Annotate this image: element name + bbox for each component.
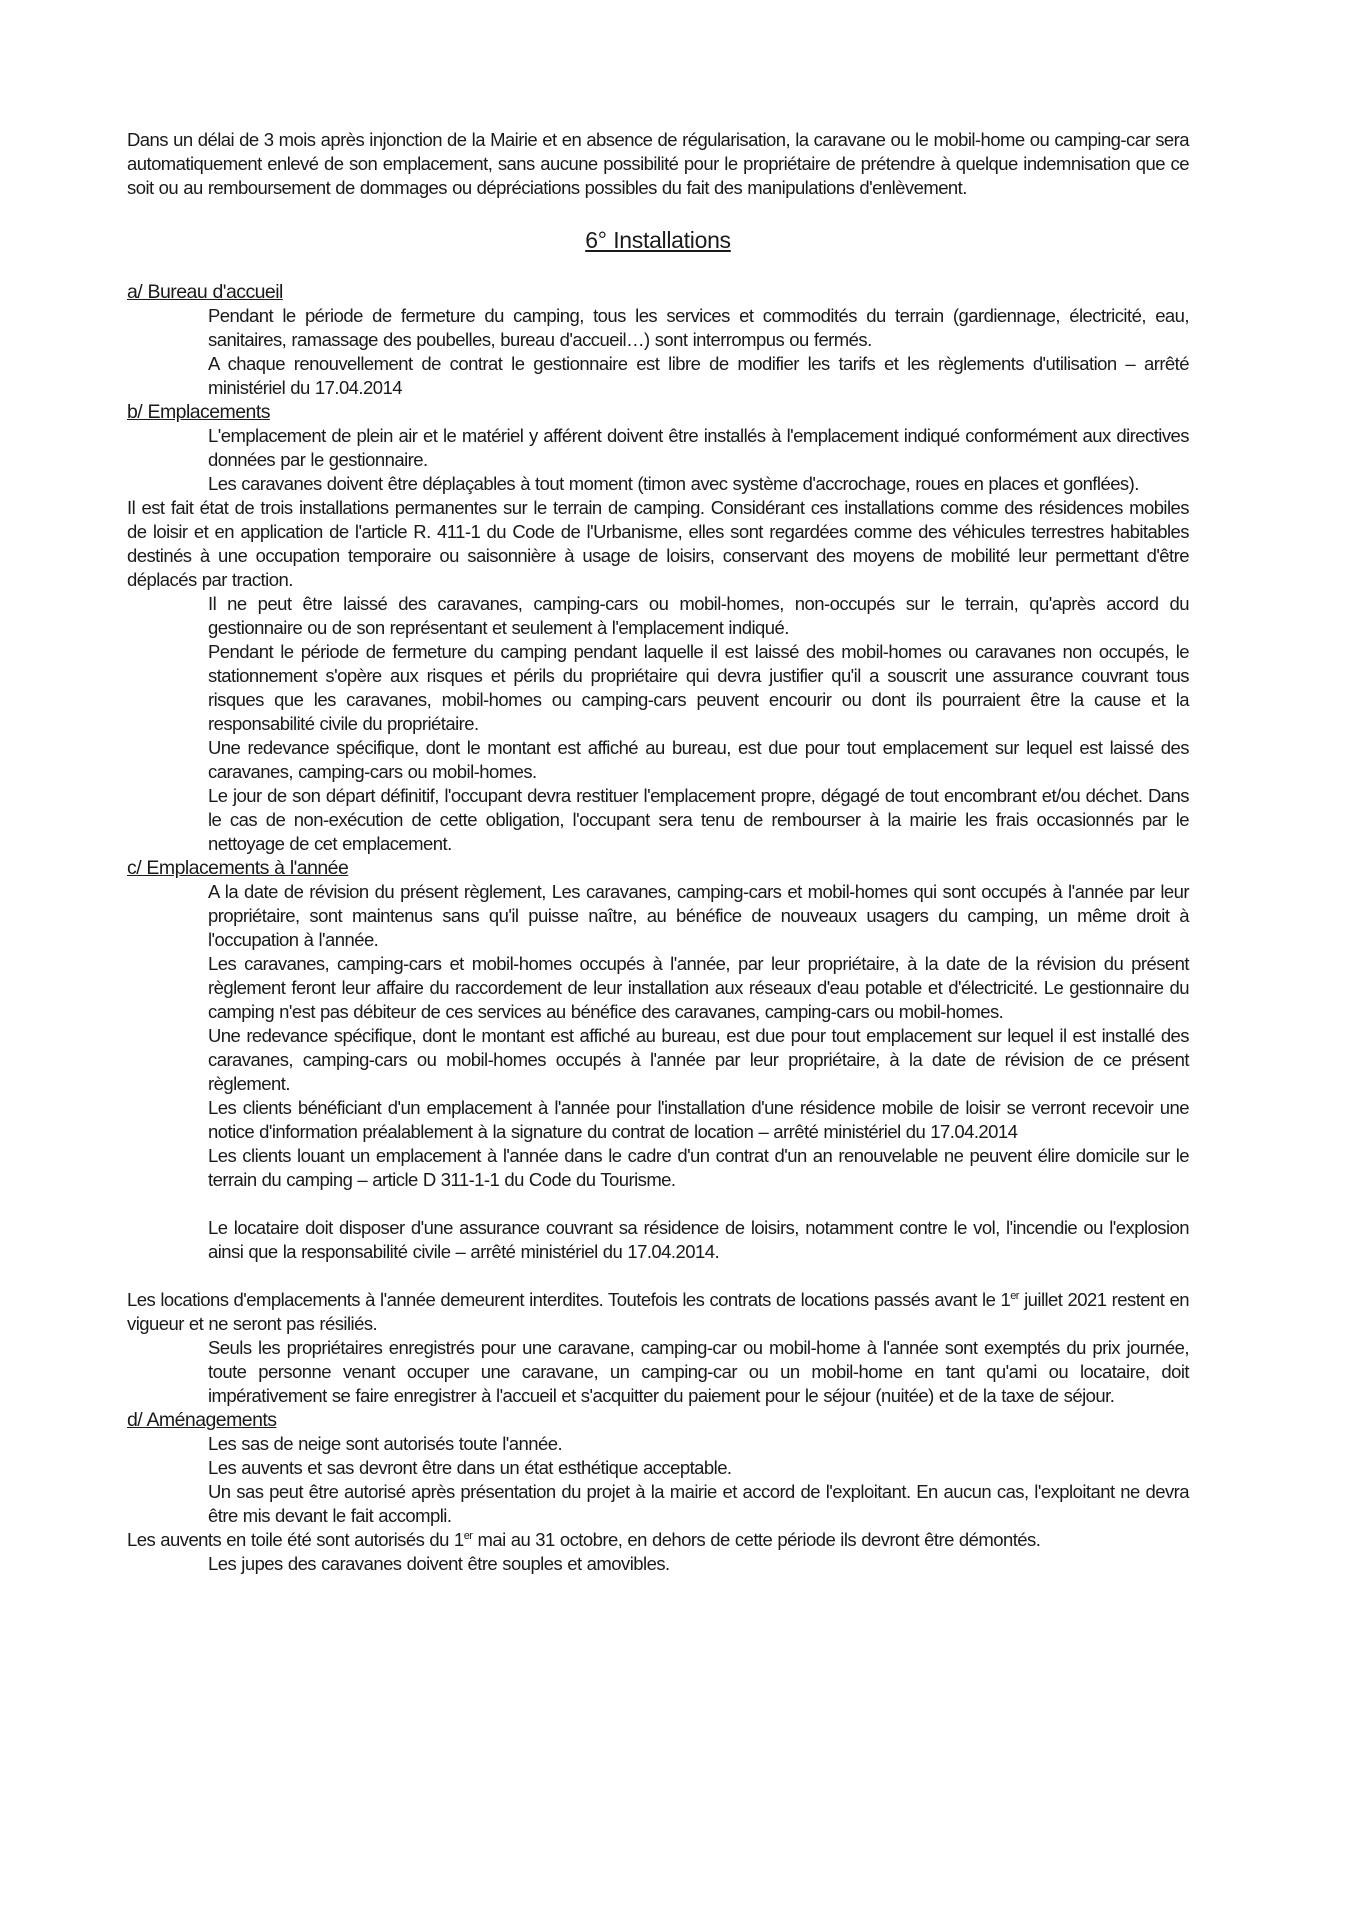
- subsection-heading-a: a/ Bureau d'accueil: [127, 281, 283, 303]
- superscript: er: [463, 1529, 473, 1542]
- section-title: 6° Installations: [585, 227, 731, 253]
- paragraph: [127, 1528, 1189, 1552]
- paragraph: Seuls les propriétaires enregistrés pour une caravane, camping-car ou mobil-home à l'année sont exemptés du prix journée, toute personne venant occuper une caravane, un camping-car ou un mobil-home en tant qu'ami ou locataire, doit impérativement se faire enregistrer à l'accueil et s'acquitter du paiement pour le séjour (nuitée) et de la taxe de séjour.: [208, 1337, 1189, 1406]
- paragraph: Pendant le période de fermeture du camping pendant laquelle il est laissé des mobil-homes ou caravanes non occupés, le stationnement s'opère aux risques et périls du propriétaire qui devra justifier qu'il a souscrit une assurance couvrant tous risques que les caravanes, mobil-homes ou camping-cars peuvent encourir ou dont ils pourraient être la cause et la responsabilité civile du propriétaire.: [208, 641, 1189, 734]
- paragraph: L'emplacement de plein air et le matériel y afférent doivent être installés à l'emplacement indiqué conformément aux directives données par le gestionnaire.: [208, 425, 1189, 470]
- paragraph: Les sas de neige sont autorisés toute l'année.: [208, 1433, 563, 1454]
- paragraph: Le locataire doit disposer d'une assurance couvrant sa résidence de loisirs, notamment contre le vol, l'incendie ou l'explosion ainsi que la responsabilité civile – arrêté ministériel du 17.04.2014.: [208, 1217, 1189, 1262]
- paragraph: Les clients louant un emplacement à l'année dans le cadre d'un contrat d'un an renouvelable ne peuvent élire domicile sur le terrain du camping – article D 311-1-1 du Code du Tourisme.: [208, 1145, 1189, 1190]
- superscript: er: [1010, 1289, 1019, 1302]
- paragraph: [127, 1288, 1189, 1336]
- paragraph: A la date de révision du présent règlement, Les caravanes, camping-cars et mobil-homes qui sont occupés à l'année par leur propriétaire, sont maintenus sans qu'il puisse naître, au bénéfice de nouveaux usagers du camping, un même droit à l'occupation à l'année.: [208, 881, 1189, 950]
- paragraph: Le jour de son départ définitif, l'occupant devra restituer l'emplacement propre, dégagé de tout encombrant et/ou déchet. Dans le cas de non-exécution de cette obligation, l'occupant sera tenu de rembourser à la mairie les frais occasionnés par le nettoyage de cet emplacement.: [208, 785, 1189, 854]
- text: Les locations d'emplacements à l'année demeurent interdites. Toutefois les contrats de locations passés avant le 1: [127, 1289, 1011, 1310]
- paragraph: Les clients bénéficiant d'un emplacement à l'année pour l'installation d'une résidence mobile de loisir se verront recevoir une notice d'information préalablement à la signature du contrat de location – arrêté ministériel du 17.04.2014: [208, 1097, 1189, 1142]
- paragraph: Il ne peut être laissé des caravanes, camping-cars ou mobil-homes, non-occupés sur le terrain, qu'après accord du gestionnaire ou de son représentant et seulement à l'emplacement indiqué.: [208, 593, 1189, 638]
- paragraph: Une redevance spécifique, dont le montant est affiché au bureau, est due pour tout emplacement sur lequel il est installé des caravanes, camping-cars ou mobil-homes occupés à l'année par leur propriétaire, à la date de révision de ce présent règlement.: [208, 1025, 1189, 1094]
- paragraph: Un sas peut être autorisé après présentation du projet à la mairie et accord de l'exploitant. En aucun cas, l'exploitant ne devra être mis devant le fait accompli.: [208, 1481, 1189, 1526]
- paragraph: Une redevance spécifique, dont le montant est affiché au bureau, est due pour tout emplacement sur lequel est laissé des caravanes, camping-cars ou mobil-homes.: [208, 737, 1189, 782]
- document-page: [127, 128, 1189, 1576]
- text: mai au 31 octobre, en dehors de cette période ils devront être démontés.: [472, 1529, 1041, 1550]
- subsection-heading-d: d/ Aménagements: [127, 1409, 277, 1431]
- paragraph: Il est fait état de trois installations permanentes sur le terrain de camping. Considérant ces installations comme des résidences mobiles de loisir et en application de l'article R. 411-1 du Code de l'Urbanisme, elles sont regardées comme des véhicules terrestres habitables destinés à une occupation temporaire ou saisonnière à usage de loisirs, conservant des moyens de mobilité leur permettant d'être déplacés par traction.: [127, 497, 1189, 590]
- text: Les auvents en toile été sont autorisés du 1: [127, 1529, 464, 1550]
- paragraph: Les auvents et sas devront être dans un état esthétique acceptable.: [208, 1457, 732, 1478]
- intro-paragraph: Dans un délai de 3 mois après injonction de la Mairie et en absence de régularisation, la caravane ou le mobil-home ou camping-car sera automatiquement enlevé de son emplacement, sans aucune possibilité pour le propriétaire de prétendre à quelque indemnisation que ce soit ou au remboursement de dommages ou dépréciations possibles du fait des manipulations d'enlèvement.: [127, 129, 1189, 198]
- paragraph: Pendant le période de fermeture du camping, tous les services et commodités du terrain (gardiennage, électricité, eau, sanitaires, ramassage des poubelles, bureau d'accueil…) sont interrompus ou fermés.: [208, 305, 1189, 350]
- text: juillet 2021 restent en vigueur et ne seront pas résiliés.: [127, 1289, 1189, 1334]
- subsection-heading-b: b/ Emplacements: [127, 401, 270, 423]
- subsection-heading-c: c/ Emplacements à l'année: [127, 857, 349, 879]
- paragraph: Les jupes des caravanes doivent être souples et amovibles.: [208, 1553, 670, 1574]
- paragraph: A chaque renouvellement de contrat le gestionnaire est libre de modifier les tarifs et les règlements d'utilisation – arrêté ministériel du 17.04.2014: [208, 353, 1189, 398]
- paragraph: Les caravanes, camping-cars et mobil-homes occupés à l'année, par leur propriétaire, à la date de la révision du présent règlement feront leur affaire du raccordement de leur installation aux réseaux d'eau potable et d'électricité. Le gestionnaire du camping n'est pas débiteur de ces services au bénéfice des caravanes, camping-cars ou mobil-homes.: [208, 953, 1189, 1022]
- paragraph: Les caravanes doivent être déplaçables à tout moment (timon avec système d'accrochage, roues en places et gonflées).: [208, 473, 1139, 494]
